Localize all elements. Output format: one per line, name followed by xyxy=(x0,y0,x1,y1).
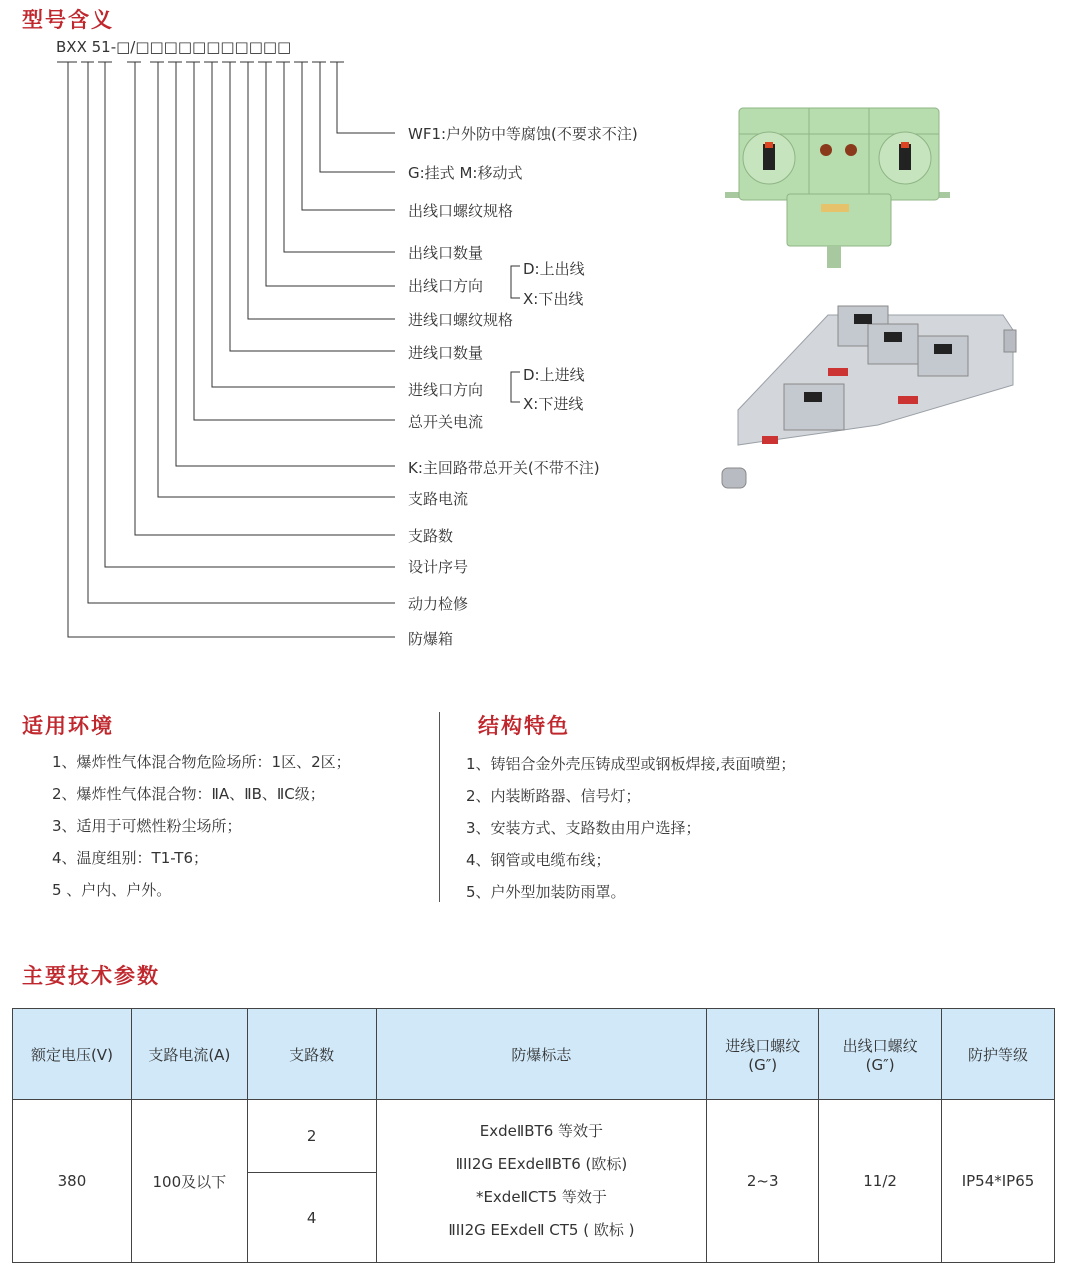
explosion-mark-line: ⅡII2G EExdeⅡ CT5 ( 欧标 ) xyxy=(448,1221,635,1239)
model-meaning-title: 型号含义 xyxy=(22,8,114,32)
environment-title: 适用环境 xyxy=(22,714,114,738)
grey-box-product-image xyxy=(718,300,1018,495)
label-outlet-thread: 出线口螺纹规格 xyxy=(408,202,514,220)
environment-item: 3、适用于可燃性粉尘场所； xyxy=(52,817,242,835)
header-outlet-thread: 出线口螺纹 (G″) xyxy=(819,1009,942,1100)
label-main-switch: K:主回路带总开关(不带不注) xyxy=(408,459,600,477)
label-main-switch-current: 总开关电流 xyxy=(408,413,484,431)
header-explosion-mark: 防爆标志 xyxy=(376,1009,707,1100)
cell-inlet-thread: 2~3 xyxy=(707,1100,819,1263)
label-outlet-down: X:下出线 xyxy=(523,290,584,308)
label-inlet-up: D:上进线 xyxy=(523,366,585,384)
label-inlet-count: 进线口数量 xyxy=(408,344,484,362)
header-voltage: 额定电压(V) xyxy=(13,1009,132,1100)
section-divider xyxy=(439,712,440,902)
label-branch-count: 支路数 xyxy=(408,527,454,545)
header-branch-count: 支路数 xyxy=(247,1009,376,1100)
label-outlet-direction: 出线口方向 xyxy=(408,277,484,295)
header-branch-current: 支路电流(A) xyxy=(131,1009,247,1100)
label-explosion-box: 防爆箱 xyxy=(408,630,454,648)
cell-protection: IP54*IP65 xyxy=(942,1100,1055,1263)
structure-title: 结构特色 xyxy=(478,714,570,738)
params-table xyxy=(12,1008,1055,1263)
cell-branch-count: 2 xyxy=(247,1100,376,1173)
explosion-mark-line: *ExdeⅡCT5 等效于 xyxy=(475,1188,607,1206)
structure-item: 2、内装断路器、信号灯； xyxy=(466,787,641,805)
header-inlet-thread: 进线口螺纹 (G″) xyxy=(707,1009,819,1100)
structure-item: 4、钢管或电缆布线； xyxy=(466,851,611,869)
label-outlet-up: D:上出线 xyxy=(523,260,585,278)
environment-list xyxy=(52,746,351,906)
environment-item: 1、爆炸性气体混合物危险场所：1区、2区； xyxy=(52,753,351,771)
structure-list xyxy=(466,748,795,908)
params-title: 主要技术参数 xyxy=(22,964,160,988)
environment-item: 5 、户内、户外。 xyxy=(52,881,172,899)
label-mount: G:挂式 M:移动式 xyxy=(408,164,523,182)
structure-item: 5、户外型加装防雨罩。 xyxy=(466,883,626,901)
model-code: BXX 51-□/□□□□□□□□□□□ xyxy=(56,38,292,56)
label-inlet-down: X:下进线 xyxy=(523,395,584,413)
cell-outlet-thread: 11/2 xyxy=(819,1100,942,1263)
explosion-mark-line: ⅡII2G EExdeⅡBT6 (欧标) xyxy=(455,1155,628,1173)
label-inlet-thread: 进线口螺纹规格 xyxy=(408,311,514,329)
label-outlet-count: 出线口数量 xyxy=(408,244,484,262)
structure-item: 1、铸铝合金外壳压铸成型或钢板焊接,表面喷塑； xyxy=(466,755,796,773)
label-inlet-direction: 进线口方向 xyxy=(408,381,484,399)
cell-branch-count: 4 xyxy=(247,1173,376,1263)
label-design-serial: 设计序号 xyxy=(408,558,469,576)
label-branch-current: 支路电流 xyxy=(408,490,469,508)
header-protection: 防护等级 xyxy=(942,1009,1055,1100)
cell-voltage: 380 xyxy=(13,1100,132,1263)
label-wf1: WF1:户外防中等腐蚀(不要求不注) xyxy=(408,125,638,143)
environment-item: 2、爆炸性气体混合物：ⅡA、ⅡB、ⅡC级； xyxy=(52,785,325,803)
green-box-product-image xyxy=(725,100,950,270)
cell-explosion-mark xyxy=(376,1100,707,1263)
model-code-leader-lines xyxy=(0,0,700,660)
structure-item: 3、安装方式、支路数由用户选择； xyxy=(466,819,701,837)
explosion-mark-line: ExdeⅡBT6 等效于 xyxy=(479,1122,604,1140)
label-power-maintenance: 动力检修 xyxy=(408,595,469,613)
cell-branch-current: 100及以下 xyxy=(131,1100,247,1263)
environment-item: 4、温度组别：T1-T6； xyxy=(52,849,208,867)
